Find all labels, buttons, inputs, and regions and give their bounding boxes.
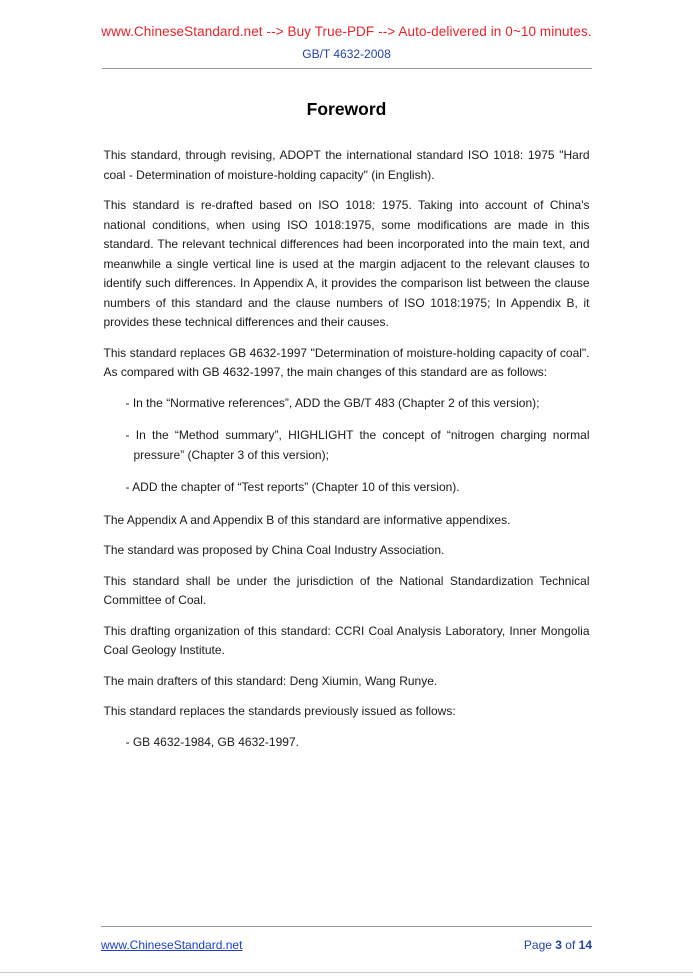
promo-banner: www.ChineseStandard.net --> Buy True-PDF --> Auto-delivered in 0~10 minutes.: [101, 24, 592, 39]
bullet-item: - In the “Method summary”, HIGHLIGHT the concept of “nitrogen charging normal pressure” (Chapter 3 of this version);: [125, 428, 590, 462]
page-indicator: [524, 938, 592, 952]
page-title: Foreword: [306, 99, 387, 119]
page-indicator-prefix: Page: [523, 938, 556, 952]
paragraph: This standard is re-drafted based on ISO 1018: 1975. Taking into account of China's national conditions, when using ISO 1018:1975, some modifications are made in this standard. The relevant technical differences had been incorporated into the main text, and meanwhile a single vertical line is used at the margin adjacent to the relevant clauses to identify such differences. In Appendix A, it provides the comparison list between the clause numbers of this standard and the clause numbers of ISO 1018:1975; In Appendix B, it provides these technical differences and their causes.: [103, 198, 590, 329]
paragraph: This standard shall be under the jurisdiction of the National Standardization Technical Committee of Coal.: [103, 573, 590, 607]
paragraph: The main drafters of this standard: Deng Xiumin, Wang Runye.: [103, 673, 438, 688]
paragraph: The standard was proposed by China Coal Industry Association.: [103, 543, 445, 557]
page-indicator-mid: of: [561, 938, 579, 952]
page-footer: [101, 926, 592, 952]
page-bottom-edge: [0, 972, 693, 973]
paragraph: This standard replaces GB 4632-1997 "Determination of moisture-holding capacity of coal". As compared with GB 4632-1997, the main changes of this standard are as follows:: [103, 345, 590, 379]
paragraph: The Appendix A and Appendix B of this standard are informative appendixes.: [103, 512, 511, 527]
paragraph: This drafting organization of this standard: CCRI Coal Analysis Laboratory, Inner Mongolia Coal Geology Institute.: [103, 623, 590, 657]
page-number: 3: [555, 938, 562, 952]
header-divider: [102, 68, 592, 69]
footer-website-link[interactable]: www.ChineseStandard.net: [101, 938, 243, 952]
paragraph: This standard, through revising, ADOPT the international standard ISO 1018: 1975 "Hard coal - Determination of moisture-holding capacity" (in English).: [103, 148, 590, 182]
bullet-item: - ADD the chapter of “Test reports” (Chapter 10 of this version).: [125, 480, 460, 494]
paragraph: This standard replaces the standards previously issued as follows:: [103, 704, 456, 718]
standard-code: GB/T 4632-2008: [302, 47, 391, 61]
bullet-item: - GB 4632-1984, GB 4632-1997.: [125, 734, 299, 749]
page-total: 14: [578, 938, 592, 952]
footer-divider: [101, 926, 592, 927]
bullet-item: - In the “Normative references”, ADD the GB/T 483 (Chapter 2 of this version);: [125, 395, 540, 410]
document-body: [104, 146, 590, 752]
